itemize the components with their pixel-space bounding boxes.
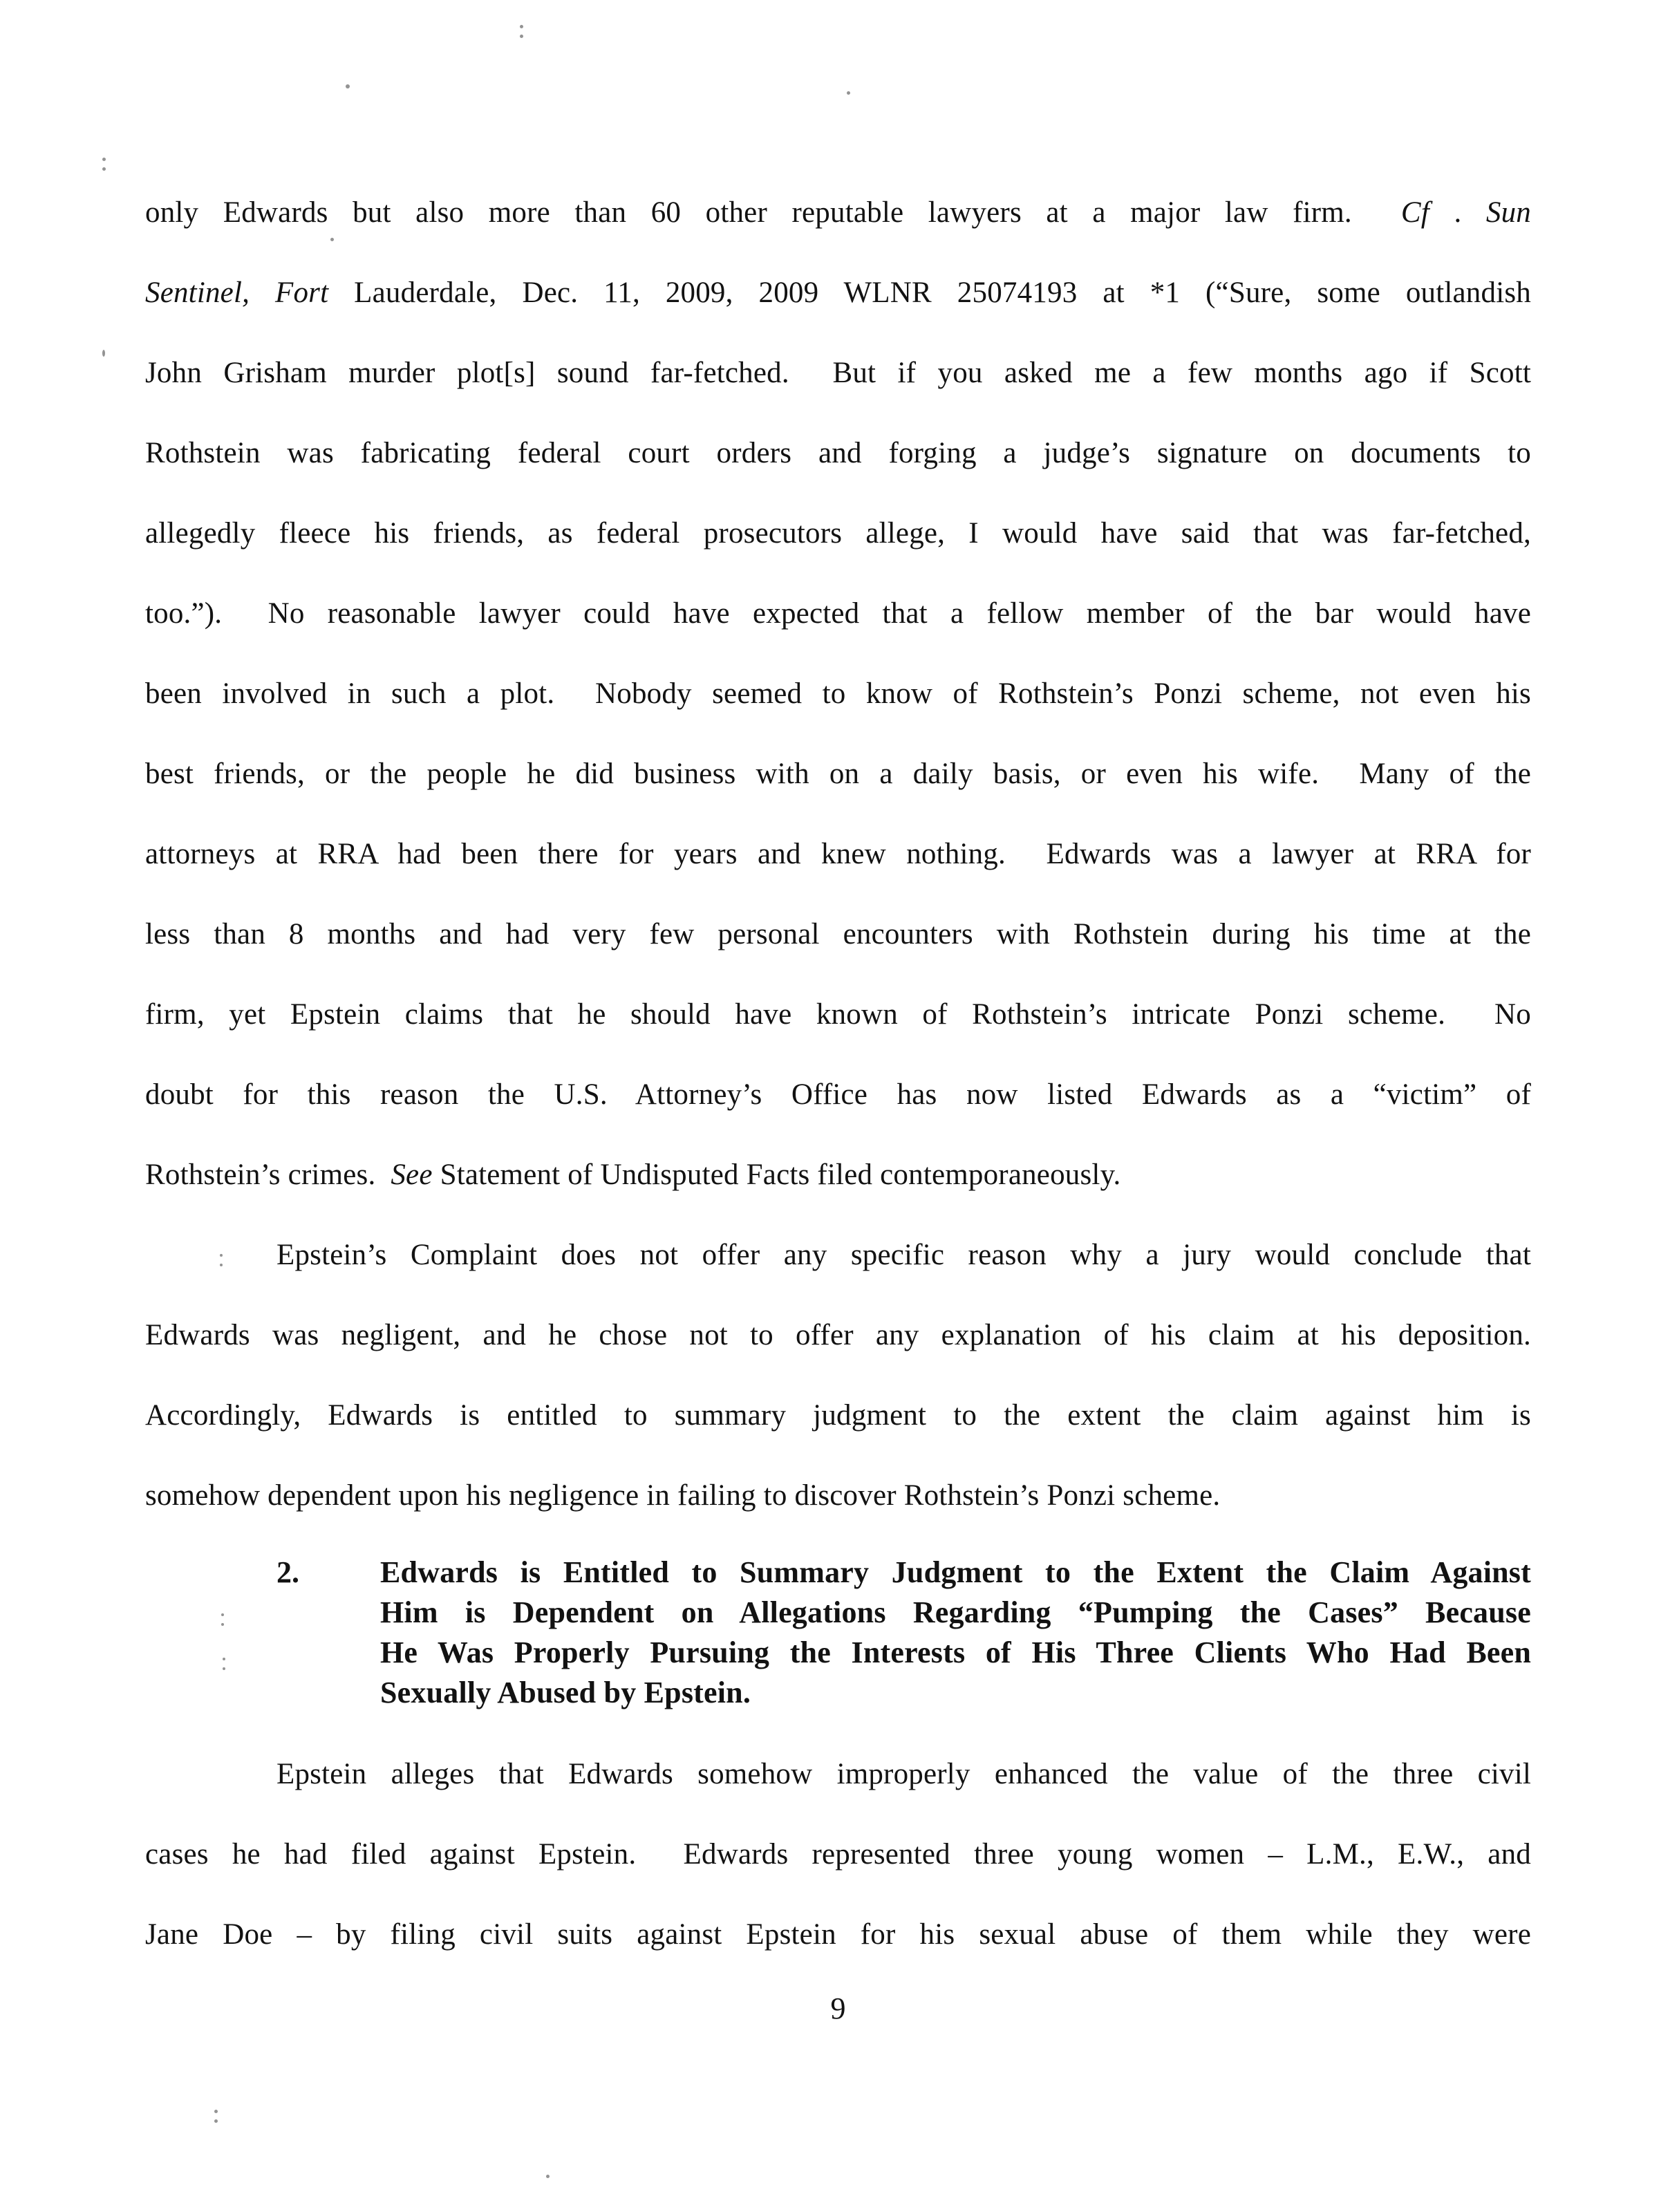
text-segment: allegedly fleece his friends, as federal prosecutors allege, I would have said that was far-fetched,: [145, 517, 1531, 550]
text-segment: Epstein alleges that Edwards somehow improperly enhanced the value of the three civil: [276, 1758, 1531, 1790]
document-line: [380, 1673, 1531, 1713]
document-line: [145, 574, 1531, 654]
document-line: [145, 1376, 1531, 1456]
text-segment: best friends, or the people he did business with on a daily basis, or even his wife. Many of the: [145, 758, 1531, 790]
document-line: [145, 814, 1531, 894]
document-line: [145, 253, 1531, 333]
text-segment: Edwards was negligent, and he chose not to offer any explanation of his claim at his deposition.: [145, 1319, 1531, 1351]
document-line: [380, 1633, 1531, 1673]
document-line: [145, 654, 1531, 734]
text-segment: .: [1429, 196, 1486, 229]
document-line: [380, 1593, 1531, 1633]
scan-speckle: [330, 238, 334, 241]
document-line: [145, 1135, 1531, 1215]
document-line: [145, 1815, 1531, 1895]
text-segment: John Grisham murder plot[s] sound far-fetched. But if you asked me a few months ago if Scott: [145, 357, 1531, 389]
text-segment: somehow dependent upon his negligence in failing to discover Rothstein’s Ponzi scheme.: [145, 1479, 1221, 1512]
scan-speckle: [223, 1658, 225, 1660]
document-line: [145, 173, 1531, 253]
text-segment: been involved in such a plot. Nobody seemed to know of Rothstein’s Ponzi scheme, not even his: [145, 677, 1531, 710]
text-segment: Statement of Undisputed Facts filed contemporaneously.: [432, 1159, 1121, 1191]
document-line: [145, 1734, 1531, 1815]
heading-number: 2.: [276, 1555, 299, 1589]
document-line: [145, 734, 1531, 814]
text-segment: Rothstein’s crimes.: [145, 1159, 391, 1191]
scan-speckle: [102, 167, 106, 171]
scan-speckle: [546, 2175, 550, 2178]
paragraph: [145, 173, 1531, 1215]
page-number: 9: [830, 1991, 846, 2025]
italic-text-segment: Sun: [1485, 196, 1532, 229]
text-segment: Edwards is Entitled to Summary Judgment to the Extent the Claim Against: [380, 1555, 1531, 1589]
document-line: [145, 975, 1531, 1055]
text-segment: Rothstein was fabricating federal court orders and forging a judge’s signature on documents to: [145, 437, 1531, 469]
scan-speckle: [102, 158, 106, 161]
scan-speckle: [214, 2110, 218, 2113]
scan-speckle: [221, 1613, 224, 1616]
scan-speckle: [102, 350, 105, 357]
text-segment: He Was Properly Pursuing the Interests of His Three Clients Who Had Been: [380, 1635, 1531, 1669]
scan-speckle: [214, 2119, 218, 2123]
heading-row: [145, 1553, 1531, 1713]
text-segment: Epstein’s Complaint does not offer any specific reason why a jury would conclude that: [276, 1239, 1531, 1271]
document-line: [145, 1295, 1531, 1376]
text-segment: doubt for this reason the U.S. Attorney’s Office has now listed Edwards as a “victim” of: [145, 1078, 1531, 1111]
text-segment: less than 8 months and had very few personal encounters with Rothstein during his time at the: [145, 918, 1531, 950]
italic-text-segment: See: [391, 1159, 433, 1191]
text-segment: Sexually Abused by Epstein.: [380, 1676, 751, 1709]
scan-speckle: [847, 91, 850, 95]
paragraph: [145, 1215, 1531, 1536]
text-segment: too.”). No reasonable lawyer could have expected that a fellow member of the bar would have: [145, 597, 1531, 630]
italic-text-segment: Cf: [1400, 196, 1429, 229]
text-segment: Jane Doe – by filing civil suits against Epstein for his sexual abuse of them while they were: [145, 1918, 1531, 1951]
document-line: [145, 1055, 1531, 1135]
text-segment: Lauderdale, Dec. 11, 2009, 2009 WLNR 25074193 at *1 (“Sure, some outlandish: [328, 276, 1531, 309]
document-line: [145, 494, 1531, 574]
text-segment: only Edwards but also more than 60 other reputable lawyers at a major law firm.: [145, 196, 1401, 229]
italic-text-segment: Sentinel, Fort: [145, 276, 329, 309]
scan-speckle: [520, 25, 523, 28]
scan-speckle: [223, 1667, 225, 1670]
document-line: [145, 1456, 1531, 1536]
text-segment: cases he had filed against Epstein. Edwards represented three young women – L.M., E.W., and: [145, 1838, 1531, 1871]
document-line: [380, 1553, 1531, 1593]
scan-speckle: [220, 1264, 223, 1266]
text-segment: Him is Dependent on Allegations Regarding “Pumping the Cases” Because: [380, 1595, 1531, 1629]
document-line: [145, 1215, 1531, 1295]
document-line: [145, 1895, 1531, 1975]
paragraph: [145, 1734, 1531, 1975]
text-segment: firm, yet Epstein claims that he should have known of Rothstein’s intricate Ponzi scheme. No: [145, 998, 1531, 1031]
document-line: [145, 413, 1531, 494]
scan-speckle: [220, 1254, 223, 1257]
text-segment: Accordingly, Edwards is entitled to summary judgment to the extent the claim against him is: [145, 1399, 1531, 1432]
heading-text: [380, 1553, 1531, 1713]
text-segment: attorneys at RRA had been there for years and knew nothing. Edwards was a lawyer at RRA for: [145, 838, 1531, 870]
section-heading: [145, 1553, 1531, 1713]
document-line: [145, 894, 1531, 975]
scan-speckle: [346, 84, 350, 88]
document-line: [145, 333, 1531, 413]
scan-speckle: [221, 1623, 224, 1626]
scan-speckle: [520, 35, 523, 38]
